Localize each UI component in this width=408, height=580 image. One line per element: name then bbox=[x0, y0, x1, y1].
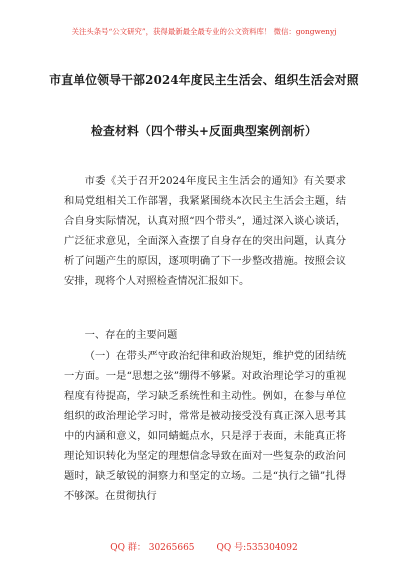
document-title-line-2: 检查材料（四个带头+反面典型案例剖析） bbox=[90, 124, 318, 138]
footer-contact bbox=[0, 540, 408, 553]
section-paragraph: （一）在带头严守政治纪律和政治规矩，维护党的团结统一方面。一是“思想之弦”绷得不够紧。对政治理论学习的重视程度有待提高，学习缺乏系统性和主动性。例如，在参与单位组织的政治理论学习时，常常是被动接受没有真正深入思考其中的内涵和意义，如同蜻蜓点水，只是浮于表面，未能真正将理论知识转化为坚定的理想信念导致在面对一些复杂的政治问题时，缺乏敏锐的洞察力和坚定的立场。二是“执行之锚”扎得不够深。在贯彻执行 bbox=[64, 350, 346, 502]
document-title-line-1: 市直单位领导干部2024年度民主生活会、组织生活会对照 bbox=[49, 73, 359, 87]
footer-qq-group: QQ 群： 30265665 bbox=[110, 543, 195, 553]
intro-paragraph: 市委《关于召开2024年度民主生活会的通知》有关要求和局党组相关工作部署，我紧紧围绕本次民主生活会主题，结合自身实际情况，认真对照“四个带头”，通过深入谈心谈话，广泛征求意见，全面深入查摆了自身存在的突出问题，认真分析了问题产生的原因，逐项明确了下一步整改措施。按照会议安排，现将个人对照检查情况汇报如下。 bbox=[64, 175, 346, 287]
header-banner: 关注头条号“公文研究”，获得最新最全最专业的公文资料库！ 微信：gongwenyj bbox=[71, 27, 337, 36]
footer-qq-number: QQ 号:535304092 bbox=[216, 543, 298, 553]
section-heading: 一、存在的主要问题 bbox=[84, 329, 178, 341]
